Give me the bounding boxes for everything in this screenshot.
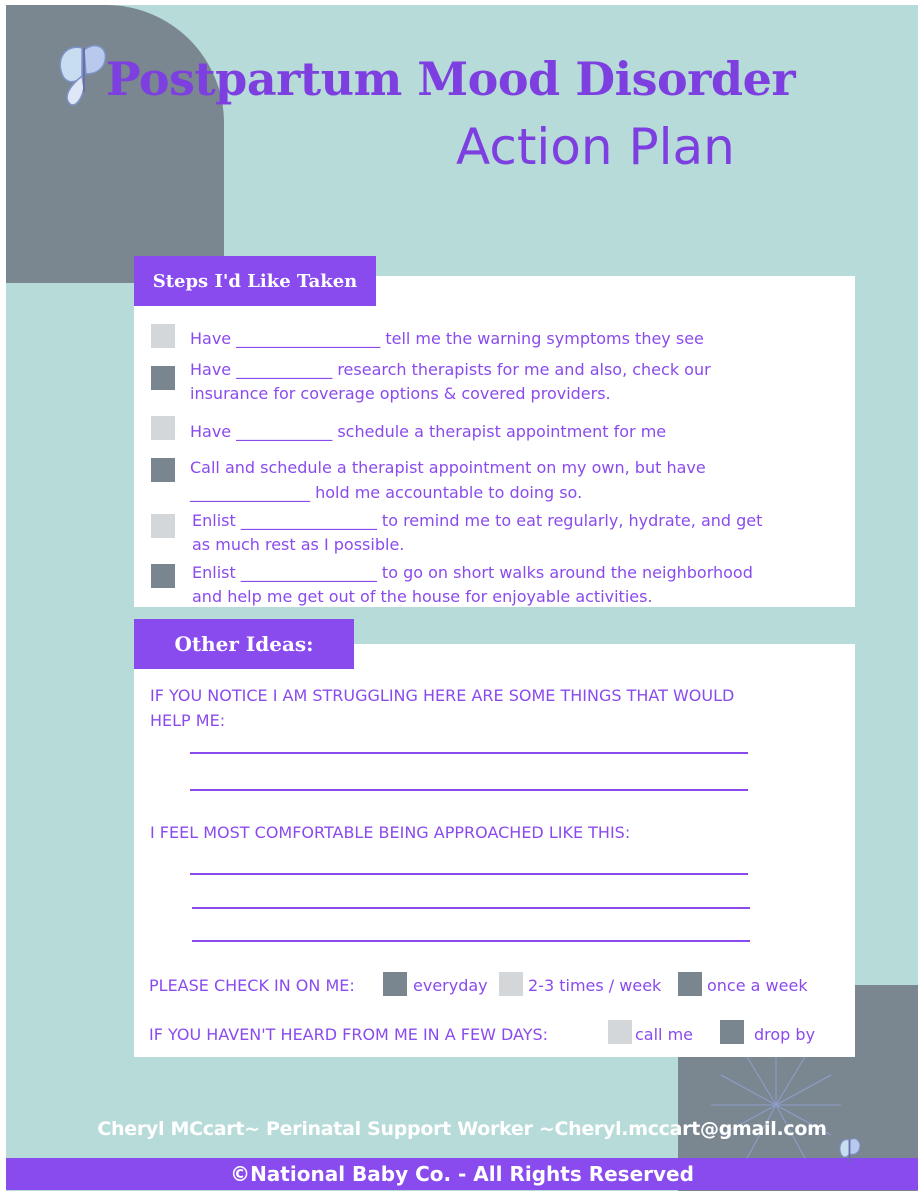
step-checkbox[interactable] <box>151 514 175 538</box>
check-in-label: PLEASE CHECK IN ON ME: <box>149 976 355 995</box>
step-text: Have ____________ schedule a therapist appointment for me <box>190 422 667 441</box>
step-text: Call and schedule a therapist appointment on my own, but have <box>190 458 706 477</box>
answer-line[interactable] <box>190 752 748 754</box>
answer-line[interactable] <box>192 940 750 942</box>
page-subtitle: Action Plan <box>456 118 735 176</box>
copyright-line: ©National Baby Co. - All Rights Reserved <box>230 1162 694 1186</box>
step-text: Have ____________ research therapists for me and also, check our <box>190 360 711 379</box>
everyday-checkbox[interactable] <box>383 972 407 996</box>
page-title: Postpartum Mood Disorder <box>106 52 796 106</box>
weekly-option-label: once a week <box>707 976 808 995</box>
answer-line[interactable] <box>192 907 750 909</box>
twice-weekly-option-label: 2-3 times / week <box>528 976 662 995</box>
step-checkbox[interactable] <box>151 458 175 482</box>
step-checkbox[interactable] <box>151 416 175 440</box>
step-checkbox[interactable] <box>151 324 175 348</box>
step-text-continued: insurance for coverage options & covered providers. <box>190 384 611 403</box>
contact-line: Cheryl MCcart~ Perinatal Support Worker ~Cheryl.mccart@gmail.com <box>97 1118 827 1140</box>
answer-line[interactable] <box>190 789 748 791</box>
drop-by-checkbox[interactable] <box>720 1020 744 1044</box>
step-text-continued: _______________ hold me accountable to doing so. <box>190 483 583 502</box>
question-struggling-continued: HELP ME: <box>150 711 226 730</box>
twice-weekly-checkbox[interactable] <box>499 972 523 996</box>
everyday-option-label: everyday <box>413 976 488 995</box>
question-struggling: IF YOU NOTICE I AM STRUGGLING HERE ARE SOME THINGS THAT WOULD <box>150 686 735 705</box>
step-checkbox[interactable] <box>151 564 175 588</box>
step-text-continued: as much rest as I possible. <box>192 535 405 554</box>
starburst-icon <box>706 1045 846 1165</box>
weekly-checkbox[interactable] <box>678 972 702 996</box>
step-text-continued: and help me get out of the house for enjoyable activities. <box>192 587 653 606</box>
call-me-checkbox[interactable] <box>608 1020 632 1044</box>
step-text: Have __________________ tell me the warning symptoms they see <box>190 329 704 348</box>
step-text: Enlist _________________ to go on short walks around the neighborhood <box>192 563 753 582</box>
answer-line[interactable] <box>190 873 748 875</box>
step-text: Enlist _________________ to remind me to eat regularly, hydrate, and get <box>192 511 763 530</box>
other-ideas-tab: Other Ideas: <box>134 619 354 669</box>
question-approach: I FEEL MOST COMFORTABLE BEING APPROACHED LIKE THIS: <box>150 823 631 842</box>
call-me-option-label: call me <box>635 1025 694 1044</box>
steps-section-tab: Steps I'd Like Taken <box>134 256 376 306</box>
not-heard-label: IF YOU HAVEN'T HEARD FROM ME IN A FEW DAYS: <box>149 1025 549 1044</box>
small-butterfly-icon <box>836 1136 864 1168</box>
step-checkbox[interactable] <box>151 366 175 390</box>
drop-by-option-label: drop by <box>754 1025 816 1044</box>
